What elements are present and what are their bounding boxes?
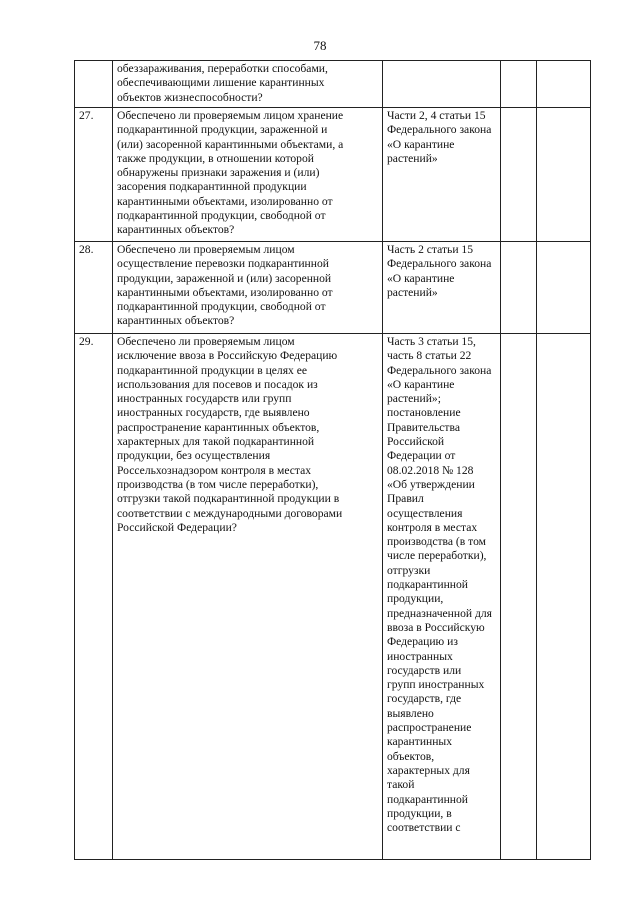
legal-reference-cell: Часть 2 статьи 15 Федерального закона «О карантине растений» <box>383 242 501 334</box>
question-cell: обеззараживания, переработки способами, обеспечивающими лишение карантинных объектов жизнеспособности? <box>113 61 383 108</box>
legal-reference-cell: Части 2, 4 статьи 15 Федерального закона «О карантине растений» <box>383 108 501 242</box>
table-row <box>75 334 591 860</box>
note-cell <box>537 108 591 242</box>
legal-reference-cell: Часть 3 статьи 15, часть 8 статьи 22 Федерального закона «О карантине растений»; постановление Правительства Российской Федерации от 08.02.2018 № 128 «Об утверждении Правил осуществления контроля в местах производства (в том числе переработки), отгрузки подкарантинной продукции, предназначенной для ввоза в Российскую Федерацию из иностранных государств или групп иностранных государств, где выявлено распространение карантинных объектов, характерных для такой подкарантинной продукции, в соответствии с <box>383 334 501 860</box>
answer-cell <box>501 61 537 108</box>
note-cell <box>537 242 591 334</box>
question-cell: Обеспечено ли проверяемым лицом исключение ввоза в Российскую Федерацию подкарантинной продукции в целях ее использования для посевов и посадок из иностранных государств или групп иностранных государств, где выявлено распространение карантинных объектов, характерных для такой подкарантинной продукции, без осуществления Россельхознадзором контроля в местах производства (в том числе переработки), отгрузки такой подкарантинной продукции в соответствии с международными договорами Российской Федерации? <box>113 334 383 860</box>
note-cell <box>537 334 591 860</box>
table-row <box>75 61 591 108</box>
row-number-cell: 27. <box>75 108 113 242</box>
answer-cell <box>501 242 537 334</box>
answer-cell <box>501 108 537 242</box>
row-number-cell <box>75 61 113 108</box>
table-row <box>75 242 591 334</box>
note-cell <box>537 61 591 108</box>
row-number-cell: 29. <box>75 334 113 860</box>
question-cell: Обеспечено ли проверяемым лицом хранение подкарантинной продукции, зараженной и (или) засоренной карантинными объектами, а также продукции, в отношении которой обнаружены признаки заражения и (или) засорения подкарантинной продукции карантинными объектами, изолированно от подкарантинной продукции, свободной от карантинных объектов? <box>113 108 383 242</box>
legal-reference-cell <box>383 61 501 108</box>
page-number: 78 <box>313 38 327 53</box>
table-row <box>75 108 591 242</box>
question-cell: Обеспечено ли проверяемым лицом осуществление перевозки подкарантинной продукции, зараженной и (или) засоренной карантинными объектами, изолированно от подкарантинной продукции, свободной от карантинных объектов? <box>113 242 383 334</box>
checklist-table <box>74 60 591 860</box>
answer-cell <box>501 334 537 860</box>
row-number-cell: 28. <box>75 242 113 334</box>
